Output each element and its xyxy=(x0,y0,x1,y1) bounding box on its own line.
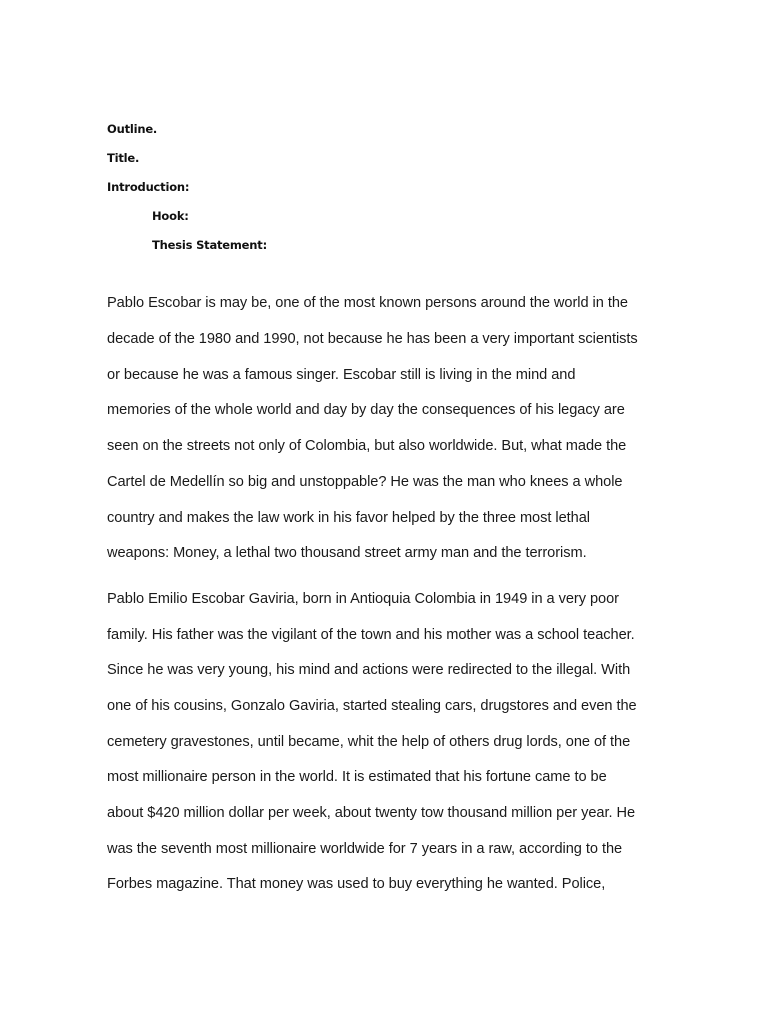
outline-thesis-label: Thesis Statement: xyxy=(152,238,267,252)
paragraph-line: about $420 million dollar per week, about twenty tow thousand million per year. He xyxy=(107,805,636,821)
paragraph-line: most millionaire person in the world. It is estimated that his fortune came to be xyxy=(107,769,607,785)
paragraph-line: or because he was a famous singer. Escobar still is living in the mind and xyxy=(107,367,576,383)
paragraph-line: Pablo Escobar is may be, one of the most known persons around the world in the xyxy=(107,295,628,311)
paragraph-line: seen on the streets not only of Colombia, but also worldwide. But, what made the xyxy=(107,438,627,454)
outline-introduction-label: Introduction: xyxy=(107,180,190,194)
paragraph-line: Cartel de Medellín so big and unstoppable? He was the man who knees a whole xyxy=(107,474,623,490)
paragraph-line: family. His father was the vigilant of the town and his mother was a school teacher. xyxy=(107,627,635,643)
paragraph-line: one of his cousins, Gonzalo Gaviria, started stealing cars, drugstores and even the xyxy=(107,698,637,714)
paragraph-line: was the seventh most millionaire worldwide for 7 years in a raw, according to the xyxy=(107,841,623,857)
outline-heading: Outline. xyxy=(107,122,158,136)
paragraph-line: country and makes the law work in his favor helped by the three most lethal xyxy=(107,510,590,526)
outline-title-label: Title. xyxy=(107,151,140,165)
paragraph-line: Forbes magazine. That money was used to buy everything he wanted. Police, xyxy=(107,876,606,892)
paragraph-line: decade of the 1980 and 1990, not because he has been a very important scientists xyxy=(107,331,638,347)
outline-hook-label: Hook: xyxy=(152,209,189,223)
paragraph-line: weapons: Money, a lethal two thousand street army man and the terrorism. xyxy=(107,545,587,561)
paragraph-line: Since he was very young, his mind and actions were redirected to the illegal. With xyxy=(107,662,631,678)
paragraph-line: memories of the whole world and day by day the consequences of his legacy are xyxy=(107,402,625,418)
paragraph-line: cemetery gravestones, until became, whit the help of others drug lords, one of the xyxy=(107,734,631,750)
paragraph-line: Pablo Emilio Escobar Gaviria, born in Antioquia Colombia in 1949 in a very poor xyxy=(107,591,619,607)
